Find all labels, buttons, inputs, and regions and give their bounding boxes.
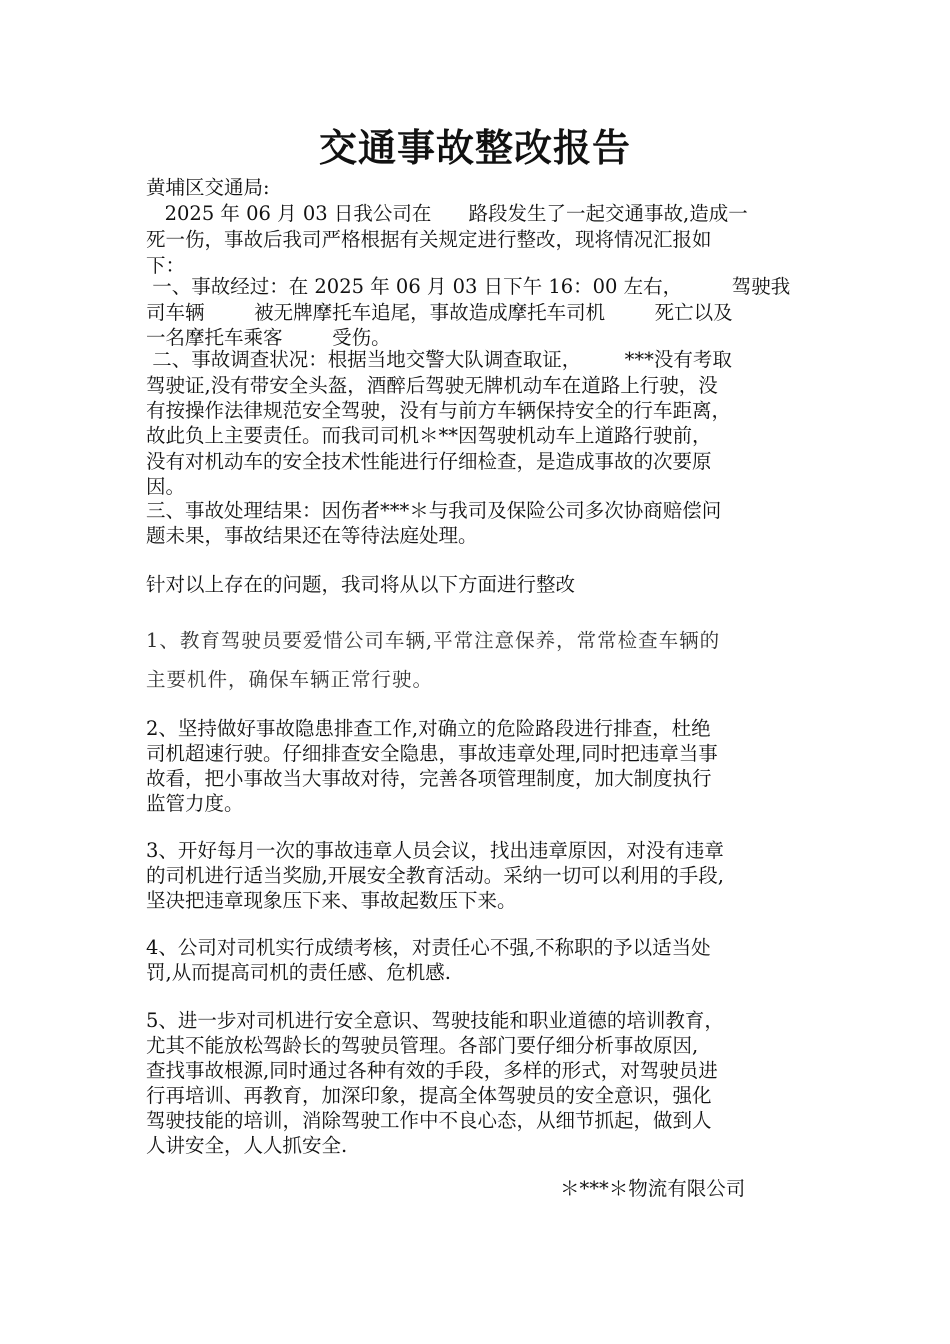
item5-line: 5、进一步对司机进行安全意识、驾驶技能和职业道德的培训教育， xyxy=(146,1009,724,1032)
item3-line: 坚决把违章现象压下来、事故起数压下来。 xyxy=(146,889,517,912)
item2-line: 故看，把小事故当大事故对待，完善各项管理制度，加大制度执行 xyxy=(146,767,712,790)
item2-line: 监管力度。 xyxy=(146,792,244,815)
intro-line: 死一伤，事故后我司严格根据有关规定进行整改，现将情况汇报如 xyxy=(146,228,712,251)
section1-line: 一、事故经过：在 2025 年 06 月 03 日下午 16：00 左右， 驾驶我 xyxy=(146,275,791,298)
section2-line: 故此负上主要责任。而我司司机＊**因驾驶机动车上道路行驶前， xyxy=(146,424,712,447)
section2-line: 因。 xyxy=(146,475,186,498)
item5-line: 查找事故根源,同时通过各种有效的手段，多样的形式，对驾驶员进 xyxy=(146,1059,718,1082)
section2-line: 二、事故调查状况：根据当地交警大队调查取证， ***没有考取 xyxy=(146,348,732,371)
section1-line: 司车辆 被无牌摩托车追尾，事故造成摩托车司机 死亡以及 xyxy=(146,301,733,324)
document-title: 交通事故整改报告 xyxy=(318,125,631,170)
item1-line: 1、教育驾驶员要爱惜公司车辆,平常注意保养，常常检查车辆的 xyxy=(146,629,721,652)
section3-line: 题未果，事故结果还在等待法庭处理。 xyxy=(146,524,478,547)
recipient-line: 黄埔区交通局: xyxy=(146,176,270,199)
intro-line: 下： xyxy=(146,254,186,277)
item4-line: 4、公司对司机实行成绩考核，对责任心不强,不称职的予以适当处 xyxy=(146,936,711,959)
section2-line: 有按操作法律规范安全驾驶，没有与前方车辆保持安全的行车距离， xyxy=(146,399,732,422)
company-signature: ＊***＊物流有限公司 xyxy=(560,1177,746,1200)
item1-line: 主要机件，确保车辆正常行驶。 xyxy=(146,668,434,691)
intro-line: 2025 年 06 月 03 日我公司在 路段发生了一起交通事故,造成一 xyxy=(146,202,748,225)
item5-line: 人讲安全，人人抓安全. xyxy=(146,1134,348,1157)
section2-line: 驾驶证,没有带安全头盔，酒醉后驾驶无牌机动车在道路上行驶，没 xyxy=(146,374,718,397)
section3-line: 三、事故处理结果：因伤者***＊与我司及保险公司多次协商赔偿问 xyxy=(146,499,722,522)
section2-line: 没有对机动车的安全技术性能进行仔细检查，是造成事故的次要原 xyxy=(146,450,712,473)
item2-line: 司机超速行驶。仔细排查安全隐患，事故违章处理,同时把违章当事 xyxy=(146,742,718,765)
lead-in-line: 针对以上存在的问题，我司将从以下方面进行整改 xyxy=(146,573,576,596)
item5-line: 尤其不能放松驾龄长的驾驶员管理。各部门要仔细分析事故原因, xyxy=(146,1034,699,1057)
item3-line: 的司机进行适当奖励,开展安全教育活动。采纳一切可以利用的手段, xyxy=(146,864,724,887)
item2-line: 2、坚持做好事故隐患排查工作,对确立的危险路段进行排查，杜绝 xyxy=(146,717,711,740)
item5-line: 行再培训、再教育，加深印象，提高全体驾驶员的安全意识，强化 xyxy=(146,1084,712,1107)
item3-line: 3、开好每月一次的事故违章人员会议，找出违章原因，对没有违章 xyxy=(146,839,724,862)
section1-line: 一名摩托车乘客 受伤。 xyxy=(146,326,391,349)
item4-line: 罚,从而提高司机的责任感、危机感. xyxy=(146,961,451,984)
item5-line: 驾驶技能的培训，消除驾驶工作中不良心态，从细节抓起，做到人 xyxy=(146,1109,712,1132)
